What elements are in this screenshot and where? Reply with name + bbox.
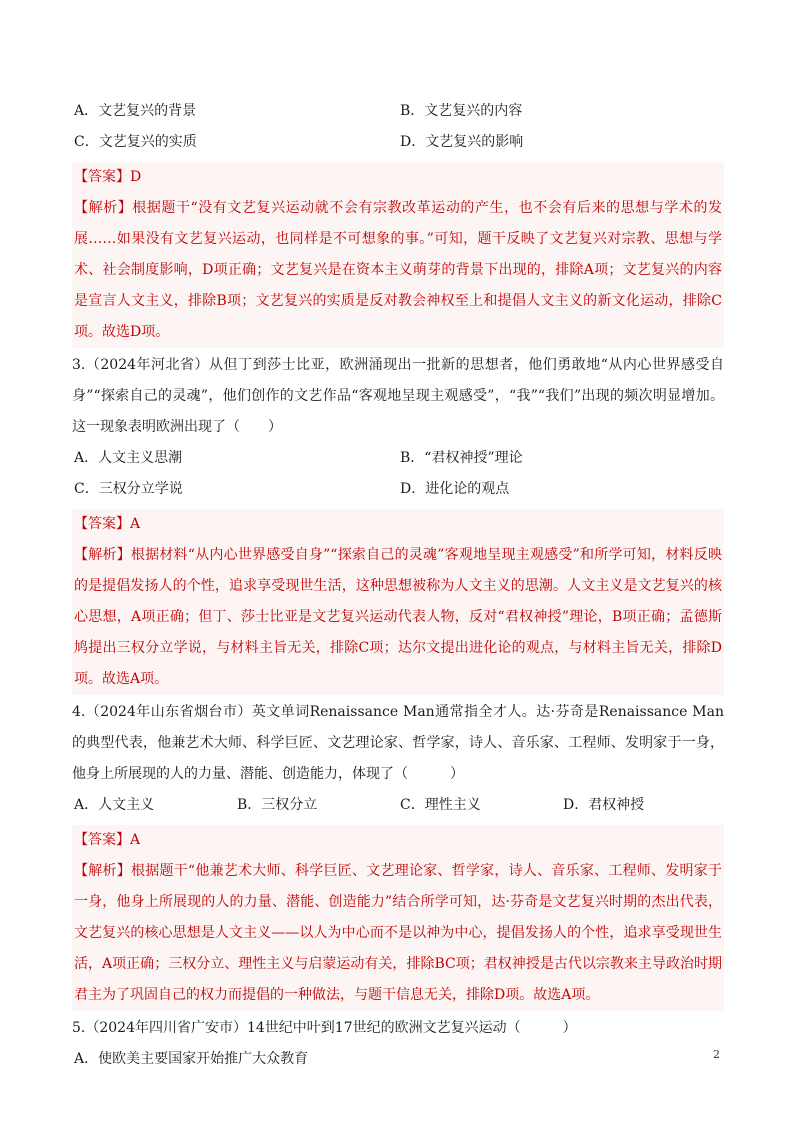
q4-answer (74, 825, 722, 856)
q4-options (72, 790, 724, 821)
page-content (72, 96, 724, 1075)
q4-stem: 4.（2024年山东省烟台市）英文单词Renaissance Man通常指全才人。达·芬奇是Renaissance Man的典型代表，他兼艺术大师、科学巨匠、文艺理论家、哲学家，诗人、音乐家、工程师、发明家于一身，他身上所展现的人的力量、潜能、创造能力，体现了（ ） (72, 704, 724, 782)
analysis-text: 根据题干“没有文艺复兴运动就不会有宗教改革运动的产生，也不会有后来的思想与学术的发展……如果没有文艺复兴运动，也同样是不可想象的事。”可知，题干反映了文艺复兴对宗教、思想与学术、社会制度影响，D项正确；文艺复兴是在资本主义萌芽的背景下出现的，排除A项；文艺复兴的内容是宣言人文主义，排除B项；文艺复兴的实质是反对教会神权至上和提倡人文主义的新文化运动，排除C项。故选D项。 (74, 200, 723, 340)
q4-answer-box (72, 825, 724, 1011)
q3-options (72, 443, 724, 505)
q3-option-a: A．人文主义思潮 (74, 450, 183, 466)
q3-stem: 3.（2024年河北省）从但丁到莎士比亚，欧洲涌现出一批新的思想者，他们勇敢地“从内心世界感受自身”“探索自己的灵魂”，他们创作的文艺作品“客观地呈现主观感受”，“我”“我们”出现的频次明显增加。这一现象表明欧洲出现了（ ） (72, 357, 724, 435)
q2-option-d: D．文艺复兴的影响 (400, 134, 524, 150)
q3-answer-box (72, 509, 724, 695)
q2-answer-box (72, 162, 724, 348)
q2-analysis (74, 193, 722, 348)
answer-value: D (130, 169, 142, 185)
answer-tag: 【答案】 (74, 832, 130, 848)
analysis-tag: 【解析】 (74, 200, 133, 216)
analysis-text: 根据题干“他兼艺术大师、科学巨匠、文艺理论家、哲学家，诗人、音乐家、工程师、发明家于一身，他身上所展现的人的力量、潜能、创造能力”结合所学可知，达·芬奇是文艺复兴时期的杰出代表，文艺复兴的核心思想是人文主义——以人为中心而不是以神为中心，提倡发扬人的个性，追求享受现世生活，A项正确；三权分立、理性主义与启蒙运动有关，排除BC项；君权神授是古代以宗教来主导政治时期君主为了巩固自己的权力而提倡的一种做法，与题干信息无关，排除D项。故选A项。 (74, 863, 723, 1003)
q4-option-a: A．人文主义 (74, 797, 155, 813)
q2-options (72, 96, 724, 158)
q5-stem: 5.（2024年四川省广安市）14世纪中叶到17世纪的欧洲文艺复兴运动（ ） (72, 1020, 577, 1036)
q2-option-a: A．文艺复兴的背景 (74, 103, 197, 119)
q3-answer (74, 509, 722, 540)
answer-tag: 【答案】 (74, 516, 130, 532)
q3-analysis (74, 540, 722, 695)
answer-tag: 【答案】 (74, 169, 130, 185)
q2-option-b: B．文艺复兴的内容 (400, 103, 523, 119)
answer-value: A (130, 832, 141, 848)
q4-option-c: C．理性主义 (400, 797, 481, 813)
page-number: 2 (713, 1048, 720, 1061)
q2-answer (74, 162, 722, 193)
analysis-text: 根据材料“从内心世界感受自身”“探索自己的灵魂”客观地呈现主观感受”和所学可知，材料反映的是提倡发扬人的个性，追求享受现世生活，这种思想被称为人文主义的思潮。人文主义是文艺复兴的核心思想，A项正确；但丁、莎士比亚是文艺复兴运动代表人物，反对“君权神授”理论，B项正确；孟德斯鸠提出三权分立学说，与材料主旨无关，排除C项；达尔文提出进化论的观点，与材料主旨无关，排除D项。故选A项。 (74, 547, 722, 687)
q3-option-d: D．进化论的观点 (400, 481, 510, 497)
q3-option-c: C．三权分立学说 (74, 481, 183, 497)
q2-option-c: C．文艺复兴的实质 (74, 134, 197, 150)
q4-option-d: D．君权神授 (563, 797, 645, 813)
q3-option-b: B．“君权神授”理论 (400, 450, 523, 466)
q4-option-b: B．三权分立 (237, 797, 318, 813)
analysis-tag: 【解析】 (74, 547, 131, 563)
q4-analysis (74, 856, 722, 1011)
q5-option-a: A．使欧美主要国家开始推广大众教育 (74, 1051, 309, 1067)
q5-options (72, 1044, 724, 1075)
answer-value: A (130, 516, 141, 532)
analysis-tag: 【解析】 (74, 863, 131, 879)
